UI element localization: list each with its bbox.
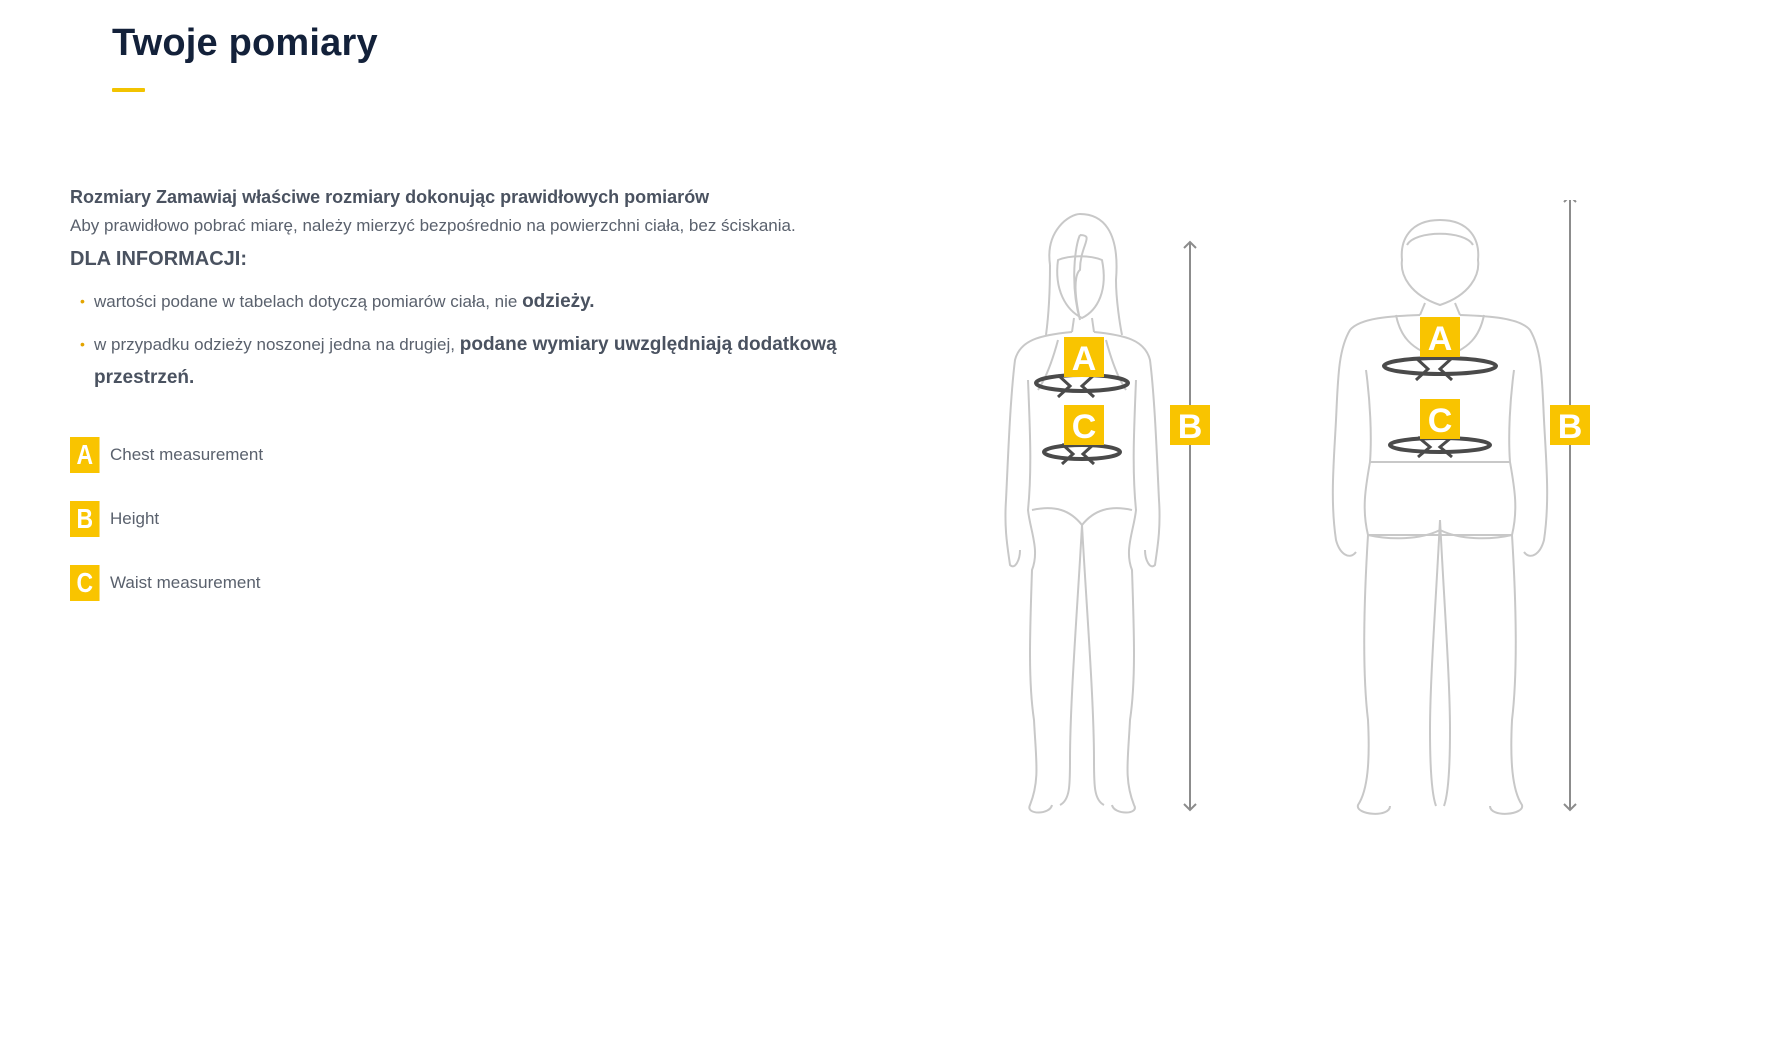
male-body-outline-icon <box>1333 220 1547 814</box>
info-bullet-text: wartości podane w tabelach dotyczą pomiarów ciała, nie <box>94 292 523 311</box>
female-chest-badge <box>1064 337 1104 378</box>
body-measurement-diagram <box>970 200 1670 940</box>
legend-item-waist <box>70 565 263 601</box>
female-chest-badge-letter: A <box>1071 340 1097 378</box>
measurement-legend <box>70 437 263 629</box>
legend-badge-c: C <box>70 565 100 601</box>
legend-badge-a: A <box>70 437 100 473</box>
info-bullet-bold: podane wymiary uwzględniają dodatkową przestrzeń. <box>94 334 837 388</box>
bullet-dot-icon: • <box>80 293 85 309</box>
title-underline <box>112 88 145 92</box>
info-bullet <box>80 285 880 318</box>
male-height-arrow <box>1550 200 1590 810</box>
info-bullet-list <box>70 285 880 394</box>
bullet-dot-icon: • <box>80 336 85 352</box>
male-chest-band <box>1384 358 1496 380</box>
legend-label-waist: Waist measurement <box>110 573 261 592</box>
intro-section <box>70 184 880 404</box>
legend-label-height: Height <box>110 509 160 528</box>
female-waist-band <box>1044 444 1120 464</box>
female-height-arrow <box>1170 242 1210 810</box>
female-height-badge-letter: B <box>1177 408 1203 446</box>
female-waist-badge <box>1064 405 1104 446</box>
male-waist-badge <box>1420 399 1460 440</box>
male-waist-badge-letter: C <box>1427 402 1453 440</box>
female-chest-band <box>1036 375 1128 397</box>
legend-badge-b: B <box>70 501 100 537</box>
info-bullet-text: w przypadku odzieży noszonej jedna na drugiej, <box>94 335 460 354</box>
male-height-badge-letter: B <box>1557 408 1583 446</box>
legend-item-height <box>70 501 263 537</box>
male-waist-band <box>1390 437 1490 457</box>
male-chest-badge <box>1420 317 1460 358</box>
female-body-outline-icon <box>1005 214 1159 813</box>
female-waist-badge-letter: C <box>1071 408 1097 446</box>
info-heading: DLA INFORMACJI: <box>70 248 248 270</box>
male-chest-badge-letter: A <box>1427 320 1453 358</box>
info-bullet-bold: odzieży. <box>522 291 595 312</box>
intro-subtext: Aby prawidłowo pobrać miarę, należy mierzyć bezpośrednio na powierzchni ciała, bez ściskania. <box>70 216 796 235</box>
info-bullet <box>80 328 880 394</box>
legend-label-chest: Chest measurement <box>110 445 264 464</box>
intro-headline: Rozmiary Zamawiaj właściwe rozmiary dokonując prawidłowych pomiarów <box>70 187 710 207</box>
page-title: Twoje pomiary <box>112 22 378 64</box>
legend-item-chest <box>70 437 263 473</box>
